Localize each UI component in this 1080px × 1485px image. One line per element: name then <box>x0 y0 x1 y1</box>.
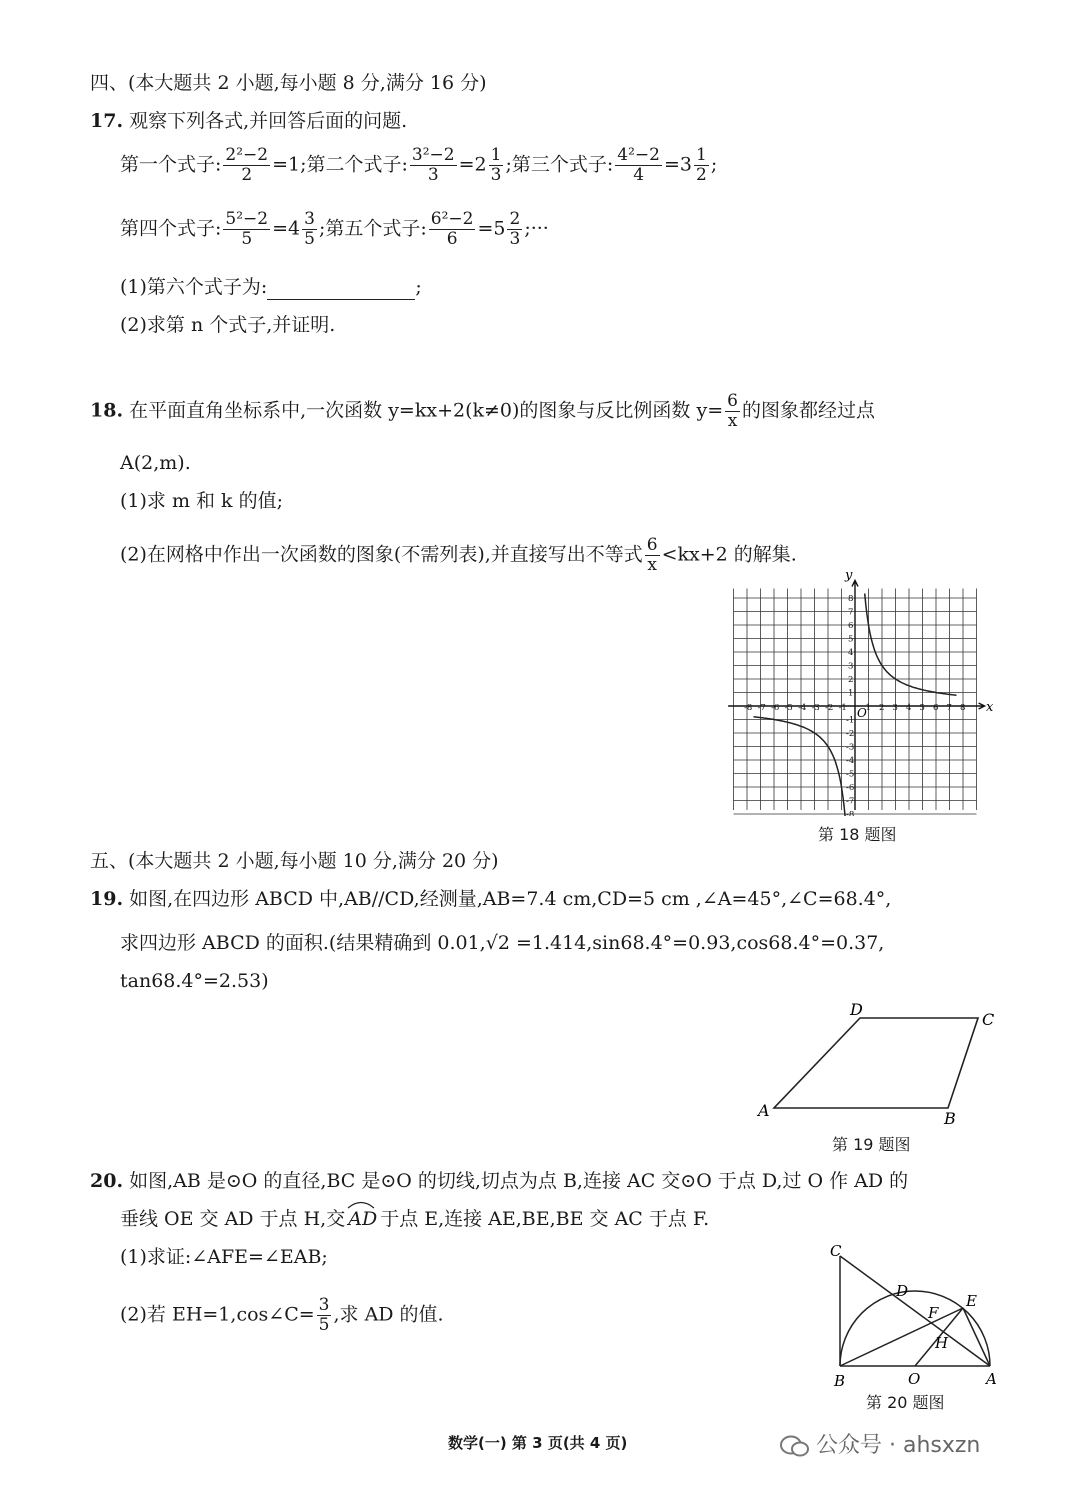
x-tick-label: 3 <box>892 703 898 713</box>
y-tick-label: 8 <box>848 594 854 604</box>
q20-part-1: (1)求证:∠AFE=∠EAB; <box>120 1246 328 1268</box>
y-tick-label: -7 <box>846 796 855 807</box>
label-e: E <box>966 1292 977 1310</box>
label-o: O <box>908 1370 921 1388</box>
x-tick-label: 2 <box>879 703 885 713</box>
x-tick-label: 1 <box>865 703 871 713</box>
y-tick-label: -6 <box>846 783 855 793</box>
q18-stem <box>90 392 875 431</box>
q17-mixed-5: $\frac{2}{3}$ <box>509 209 521 249</box>
y-tick-label: -5 <box>846 769 855 780</box>
q20-text-2a: 垂线 OE 交 AD 于点 H,交 <box>120 1208 346 1230</box>
q20-text-2b: 于点 E,连接 AE,BE,BE 交 AC 于点 F. <box>380 1208 710 1230</box>
q17-text: =2 <box>458 153 487 176</box>
x-tick-label: -8 <box>744 703 753 713</box>
q17-mixed-4: $\frac{3}{5}$ <box>304 209 315 249</box>
q19-line-2: 求四边形 ABCD 的面积.(结果精确到 0.01,√2 =1.414,sin68.4°=0.93,cos68.4°=0.37, <box>120 932 885 954</box>
q19-line-1 <box>90 886 891 912</box>
q18-caption: 第 18 题图 <box>818 825 897 844</box>
x-tick-label: -6 <box>771 703 780 713</box>
x-tick-label: -1 <box>838 703 847 713</box>
q20-number: 20. <box>90 1170 124 1192</box>
y-tick-label: -1 <box>846 715 855 726</box>
q18-stem-text: 在平面直角坐标系中,一次函数 y=kx+2(k≠0)的图象与反比例函数 y= <box>129 399 724 422</box>
section-4-title: 四、(本大题共 2 小题,每小题 8 分,满分 16 分) <box>90 72 487 94</box>
q17-frac-5: $\frac{\text{6²−2}}{6}$ <box>430 209 474 249</box>
arc-mark-icon <box>346 1199 376 1209</box>
q17-mixed-2: $\frac{1}{3}$ <box>490 145 502 185</box>
x-tick-label: -7 <box>757 703 766 713</box>
section-5-title: 五、(本大题共 2 小题,每小题 10 分,满分 20 分) <box>90 850 499 872</box>
q20-part-2-text: (2)若 EH=1,cos∠C= <box>120 1303 315 1326</box>
y-tick-label: -3 <box>846 742 855 753</box>
q20-line-2 <box>120 1206 709 1232</box>
y-tick-label: 4 <box>848 648 854 658</box>
q17-frac-3: $\frac{\text{4²−2}}{4}$ <box>617 145 660 185</box>
label-c: C <box>982 1010 995 1029</box>
y-tick-label: 1 <box>848 688 854 699</box>
q18-number: 18. <box>90 399 124 422</box>
q17-part-1-text: (1)第六个式子为: <box>120 276 268 298</box>
y-tick-label: 6 <box>848 621 854 631</box>
q17-part-1 <box>120 274 422 300</box>
page-footer: 数学(一) 第 3 页(共 4 页) <box>448 1434 628 1452</box>
q20-text-1: 如图,AB 是⊙O 的直径,BC 是⊙O 的切线,切点为点 B,连接 AC 交⊙O 于点 D,过 O 作 AD 的 <box>129 1170 909 1192</box>
q20-part-2 <box>120 1296 444 1335</box>
x-tick-label: -2 <box>825 703 834 713</box>
arc-ad-label: AD <box>348 1208 378 1230</box>
q18-part-2-text: (2)在网格中作出一次函数的图象(不需列表),并直接写出不等式 <box>120 543 643 566</box>
q17-part-2: (2)求第 n 个式子,并证明. <box>120 314 336 336</box>
q17-frac-4: $\frac{\text{5²−2}}{5}$ <box>225 209 269 249</box>
q17-stem <box>90 108 407 134</box>
x-tick-label: -4 <box>798 703 807 713</box>
q17-text: =1;第二个式子: <box>272 153 408 176</box>
q18-part-2-text-2: <kx+2 的解集. <box>661 543 797 566</box>
q17-frac-1: $\frac{\text{2²−2}}{2}$ <box>225 145 269 185</box>
q17-text: ;··· <box>524 217 549 240</box>
hyperbola-branch-q1 <box>865 594 957 696</box>
q17-stem-text: 观察下列各式,并回答后面的问题. <box>129 110 408 132</box>
wechat-icon <box>780 1434 810 1458</box>
q17-text: =5 <box>477 217 506 240</box>
x-tick-label: 8 <box>960 703 966 713</box>
watermark-text: 公众号 · ahsxzn <box>816 1433 981 1458</box>
q18-part-1: (1)求 m 和 k 的值; <box>120 490 284 512</box>
q17-text: =4 <box>272 217 301 240</box>
q17-text: ;第五个式子: <box>318 217 427 240</box>
line-ac <box>840 1256 990 1366</box>
q17-text: =3 <box>663 153 692 176</box>
label-d: D <box>850 1000 863 1019</box>
x-tick-label: 7 <box>946 703 952 713</box>
arc-ad <box>348 1206 377 1232</box>
q19-number: 19. <box>90 888 124 910</box>
y-axis-label: y <box>845 568 853 584</box>
y-tick-label: 7 <box>848 607 854 618</box>
y-tick-label: -8 <box>846 810 855 816</box>
label-a: A <box>758 1101 770 1120</box>
q19-caption: 第 19 题图 <box>832 1135 911 1154</box>
label-h: H <box>935 1334 949 1352</box>
q17-mixed-3: $\frac{1}{2}$ <box>696 145 707 185</box>
q20-caption: 第 20 题图 <box>866 1393 945 1412</box>
hyperbola-branch-q3 <box>754 717 846 816</box>
q18-stem-3: A(2,m). <box>120 452 191 474</box>
x-tick-label: -3 <box>811 703 820 713</box>
y-tick-label: 2 <box>848 675 854 685</box>
q19-text-1: 如图,在四边形 ABCD 中,AB//CD,经测量,AB=7.4 cm,CD=5 cm ,∠A=45°,∠C=68.4°, <box>129 888 892 910</box>
label-a: A <box>986 1370 997 1388</box>
q19-line-3: tan68.4°=2.53) <box>120 970 269 992</box>
q20-part-2-text-2: ,求 AD 的值. <box>333 1303 444 1326</box>
y-tick-label: -4 <box>846 756 855 766</box>
q20-figure <box>820 1236 1010 1396</box>
axes <box>728 580 985 810</box>
label-d: D <box>896 1282 909 1300</box>
q17-number: 17. <box>90 110 124 132</box>
watermark <box>780 1428 980 1459</box>
line-ae <box>963 1308 990 1366</box>
q17-frac-2: $\frac{\text{3²−2}}{3}$ <box>411 145 455 185</box>
label-c: C <box>830 1242 842 1260</box>
x-axis-label: x <box>985 700 994 715</box>
q17-text: ;第三个式子: <box>505 153 614 176</box>
q17-line-1 <box>120 146 717 185</box>
q20-line-1 <box>90 1168 908 1194</box>
q18-stem-text-2: 的图象都经过点 <box>741 399 875 422</box>
label-b: B <box>944 1109 956 1128</box>
q17-text: ; <box>710 153 718 176</box>
y-tick-label: 5 <box>848 634 854 645</box>
quadrilateral-abcd <box>774 1018 978 1108</box>
x-tick-label: 5 <box>919 703 925 713</box>
q17-text: ; <box>415 276 422 298</box>
origin-label: O <box>857 706 867 720</box>
label-f: F <box>928 1304 939 1322</box>
q17-label-fourth: 第四个式子: <box>120 217 222 240</box>
x-tick-label: 4 <box>906 703 912 713</box>
q18-part-2-frac: $\frac{6}{x}$ <box>646 535 658 575</box>
q18-figure <box>728 566 998 816</box>
label-b: B <box>834 1372 846 1390</box>
q18-frac: $\frac{6}{x}$ <box>727 391 738 431</box>
q20-frac: $\frac{3}{5}$ <box>318 1295 330 1335</box>
x-tick-label: -5 <box>784 703 793 713</box>
y-tick-label: -2 <box>846 729 855 739</box>
q17-line-2 <box>120 210 549 249</box>
x-tick-label: 6 <box>933 703 939 713</box>
q17-label-first: 第一个式子: <box>120 153 222 176</box>
q18-part-2 <box>120 536 797 575</box>
q19-figure <box>750 1000 1010 1130</box>
answer-blank[interactable] <box>267 281 415 300</box>
y-tick-label: 3 <box>848 661 854 672</box>
